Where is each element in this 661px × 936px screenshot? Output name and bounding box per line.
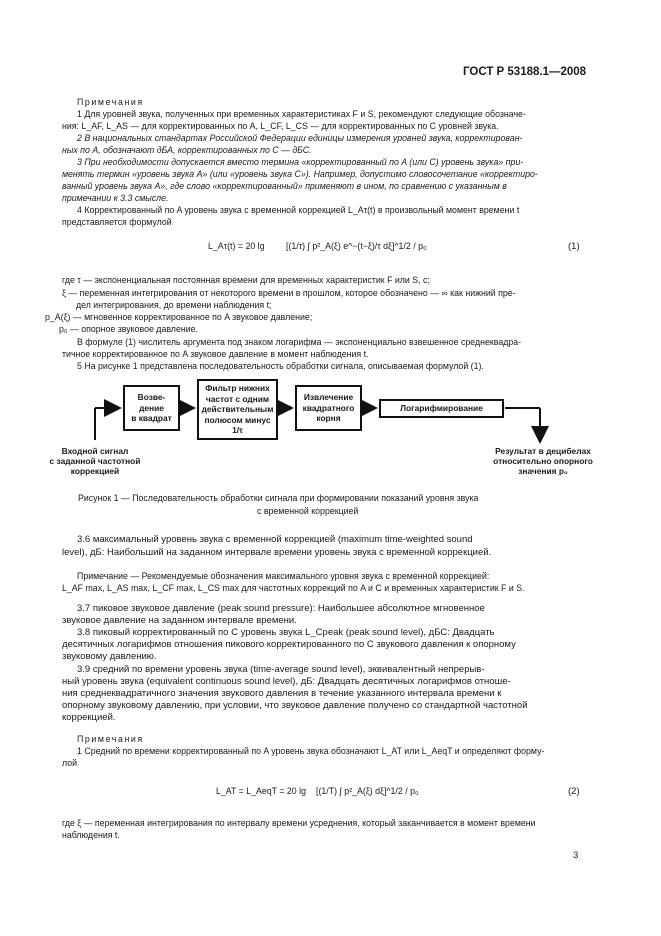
section-3-6-line-2: level), дБ: Наибольший на заданном интервале времени уровень звука с временной коррекцией. <box>62 547 492 558</box>
section-3-9-line-5: коррекцией. <box>62 712 116 723</box>
section-3-7-line-2: звуковое давление на заданном интервале времени. <box>62 615 297 626</box>
figure-1-output-label: Результат в децибелах относительно опорного значения p₀ <box>493 446 593 477</box>
formula-1-comment-line-1: В формуле (1) числитель аргумента под знаком логарифма — экспоненциально взвешенное среднеквадра- <box>77 337 522 347</box>
formula-2-body: [(1/T) ∫ p²_A(ξ) dξ]^1/2 / p₀ <box>316 786 419 796</box>
where-2-line-2: наблюдения t. <box>62 830 120 840</box>
section-3-9-line-4: опорному звуковому давлению, при условии, что звуковое давление получено со стандартной частотной <box>62 700 528 711</box>
section-3-6-line-1: 3.6 максимальный уровень звука с временной коррекцией (maximum time-weighted sound <box>77 534 473 545</box>
page-number: 3 <box>573 850 579 861</box>
block-square-root: Извлечение квадратного корня <box>295 385 362 431</box>
note-1-line-1: 1 Для уровней звука, полученных при временных характеристиках F и S, рекомендуют следующие обозначе- <box>77 109 526 119</box>
note-2-line-1: 2 В национальных стандартах Российской Федерации единицы измерения уровней звука, корректирован- <box>77 133 523 143</box>
note-3-line-4: примечании к 3.3 смысле. <box>62 193 169 203</box>
formula-2-lhs: L_AT = L_AeqT = 20 lg <box>216 786 306 796</box>
section-3-9-line-1: 3.9 средний по времени уровень звука (time-average sound level), эквивалентный непрерыв- <box>77 664 485 675</box>
note-3-6-line-2: L_AF max, L_AS max, L_CF max, L_CS max для частотных коррекций по A и C и временных характеристик F и S. <box>62 583 525 593</box>
figure-1-input-label: Входной сигнал с заданной частотной коррекцией <box>49 446 141 477</box>
note-3-line-1: 3 При необходимости допускается вместо термина «корректированный по A (или C) уровень звука» при- <box>77 157 524 167</box>
section-3-7-line-1: 3.7 пиковое звуковое давление (peak sound pressure): Наибольшее абсолютное мгновенное <box>77 603 485 614</box>
formula-1-comment-line-2: тичное корректированное по A звуковое давление в момент наблюдения t. <box>62 349 369 359</box>
section-3-9-line-2: ный уровень звука (equivalent continuous sound level), дБ: Двадцать десятичных логарифмов отноше- <box>62 676 511 687</box>
figure-1-caption-line-2: с временной коррекцией <box>257 506 359 516</box>
formula-1-body: [(1/τ) ∫ p²_A(ξ) e^−(t−ξ)/τ dξ]^1/2 / p₀ <box>286 241 427 251</box>
where-1-p0: p₀ — опорное звуковое давление. <box>59 324 198 334</box>
where-1-xi-line-2: дел интегрирования, до времени наблюдения t; <box>76 300 272 310</box>
block-lowpass-filter: Фильтр нижних частот с одним действительным полюсом минус 1/τ <box>197 379 278 440</box>
section-3-8-line-2: десятичных логарифмов отношения пикового корректированного по C звукового давления к опорному <box>62 639 516 650</box>
note-1-line-2: ния: L_AF, L_AS — для корректированных по A, L_CF, L_CS — для корректированных по C уровней звука. <box>62 121 499 131</box>
note-3-line-2: менять термин «уровень звука A» (или «уровень звука C»). Например, допустимо словосочетание «корректиро- <box>62 169 538 179</box>
notes-2-title: Примечания <box>77 734 144 744</box>
note-4-line-2: представляется формулой <box>62 217 172 227</box>
where-1-tau: где τ — экспоненциальная постоянная времени для временных характеристик F или S, с; <box>62 275 430 285</box>
notes-title: Примечания <box>77 97 144 107</box>
figure-1-caption-line-1: Рисунок 1 — Последовательность обработки сигнала при формировании показаний уровня звука <box>78 493 479 503</box>
formula-2-number: (2) <box>568 786 580 797</box>
section-3-8-line-3: звуковому давлению. <box>62 651 157 662</box>
where-1-xi-line-1: ξ — переменная интегрирования от некоторого времени в прошлом, которое обозначено — ∞ как нижний пре- <box>62 288 516 298</box>
document-id: ГОСТ Р 53188.1—2008 <box>463 66 587 78</box>
notes-2-line-1: 1 Средний по времени корректированный по A уровень звука обозначают L_AT или L_AeqT и определяют форму- <box>77 746 545 756</box>
note-2-line-2: ных по A, обозначают дБА, корректированных по C — дБС. <box>62 145 312 155</box>
formula-1-lhs: L_Aτ(t) = 20 lg <box>208 241 265 251</box>
block-squaring: Возве- дение в квадрат <box>123 385 180 431</box>
block-logarithm: Логарифмирование <box>379 399 504 418</box>
note-5: 5 На рисунке 1 представлена последовательность обработки сигнала, описываемая формулой (1). <box>77 361 484 371</box>
where-2-line-1: где ξ — переменная интегрирования по интервалу времени усреднения, который заканчивается в момент времени <box>62 818 536 828</box>
section-3-8-line-1: 3.8 пиковый корректированный по C уровень звука L_Cpeak (peak sound level), дБС: Двадцать <box>77 627 495 638</box>
notes-2-line-2: лой <box>62 758 78 768</box>
note-4-line-1: 4 Корректированный по A уровень звука с временной коррекцией L_Aτ(t) в произвольный момент времени t <box>77 205 520 215</box>
formula-1-number: (1) <box>568 241 580 252</box>
note-3-line-3: ванный уровень звука A», где слово «корректированный» применяют в ином, по сравнению с указанным в <box>62 181 507 191</box>
where-1-pa: p_A(ξ) — мгновенное корректированное по A звуковое давление; <box>45 312 313 322</box>
section-3-9-line-3: ния среднеквадратичного значения звукового давления в течение указанного интервала времени к <box>62 688 502 699</box>
note-3-6-line-1: Примечание — Рекомендуемые обозначения максимального уровня звука с временной коррекцией: <box>77 571 490 581</box>
